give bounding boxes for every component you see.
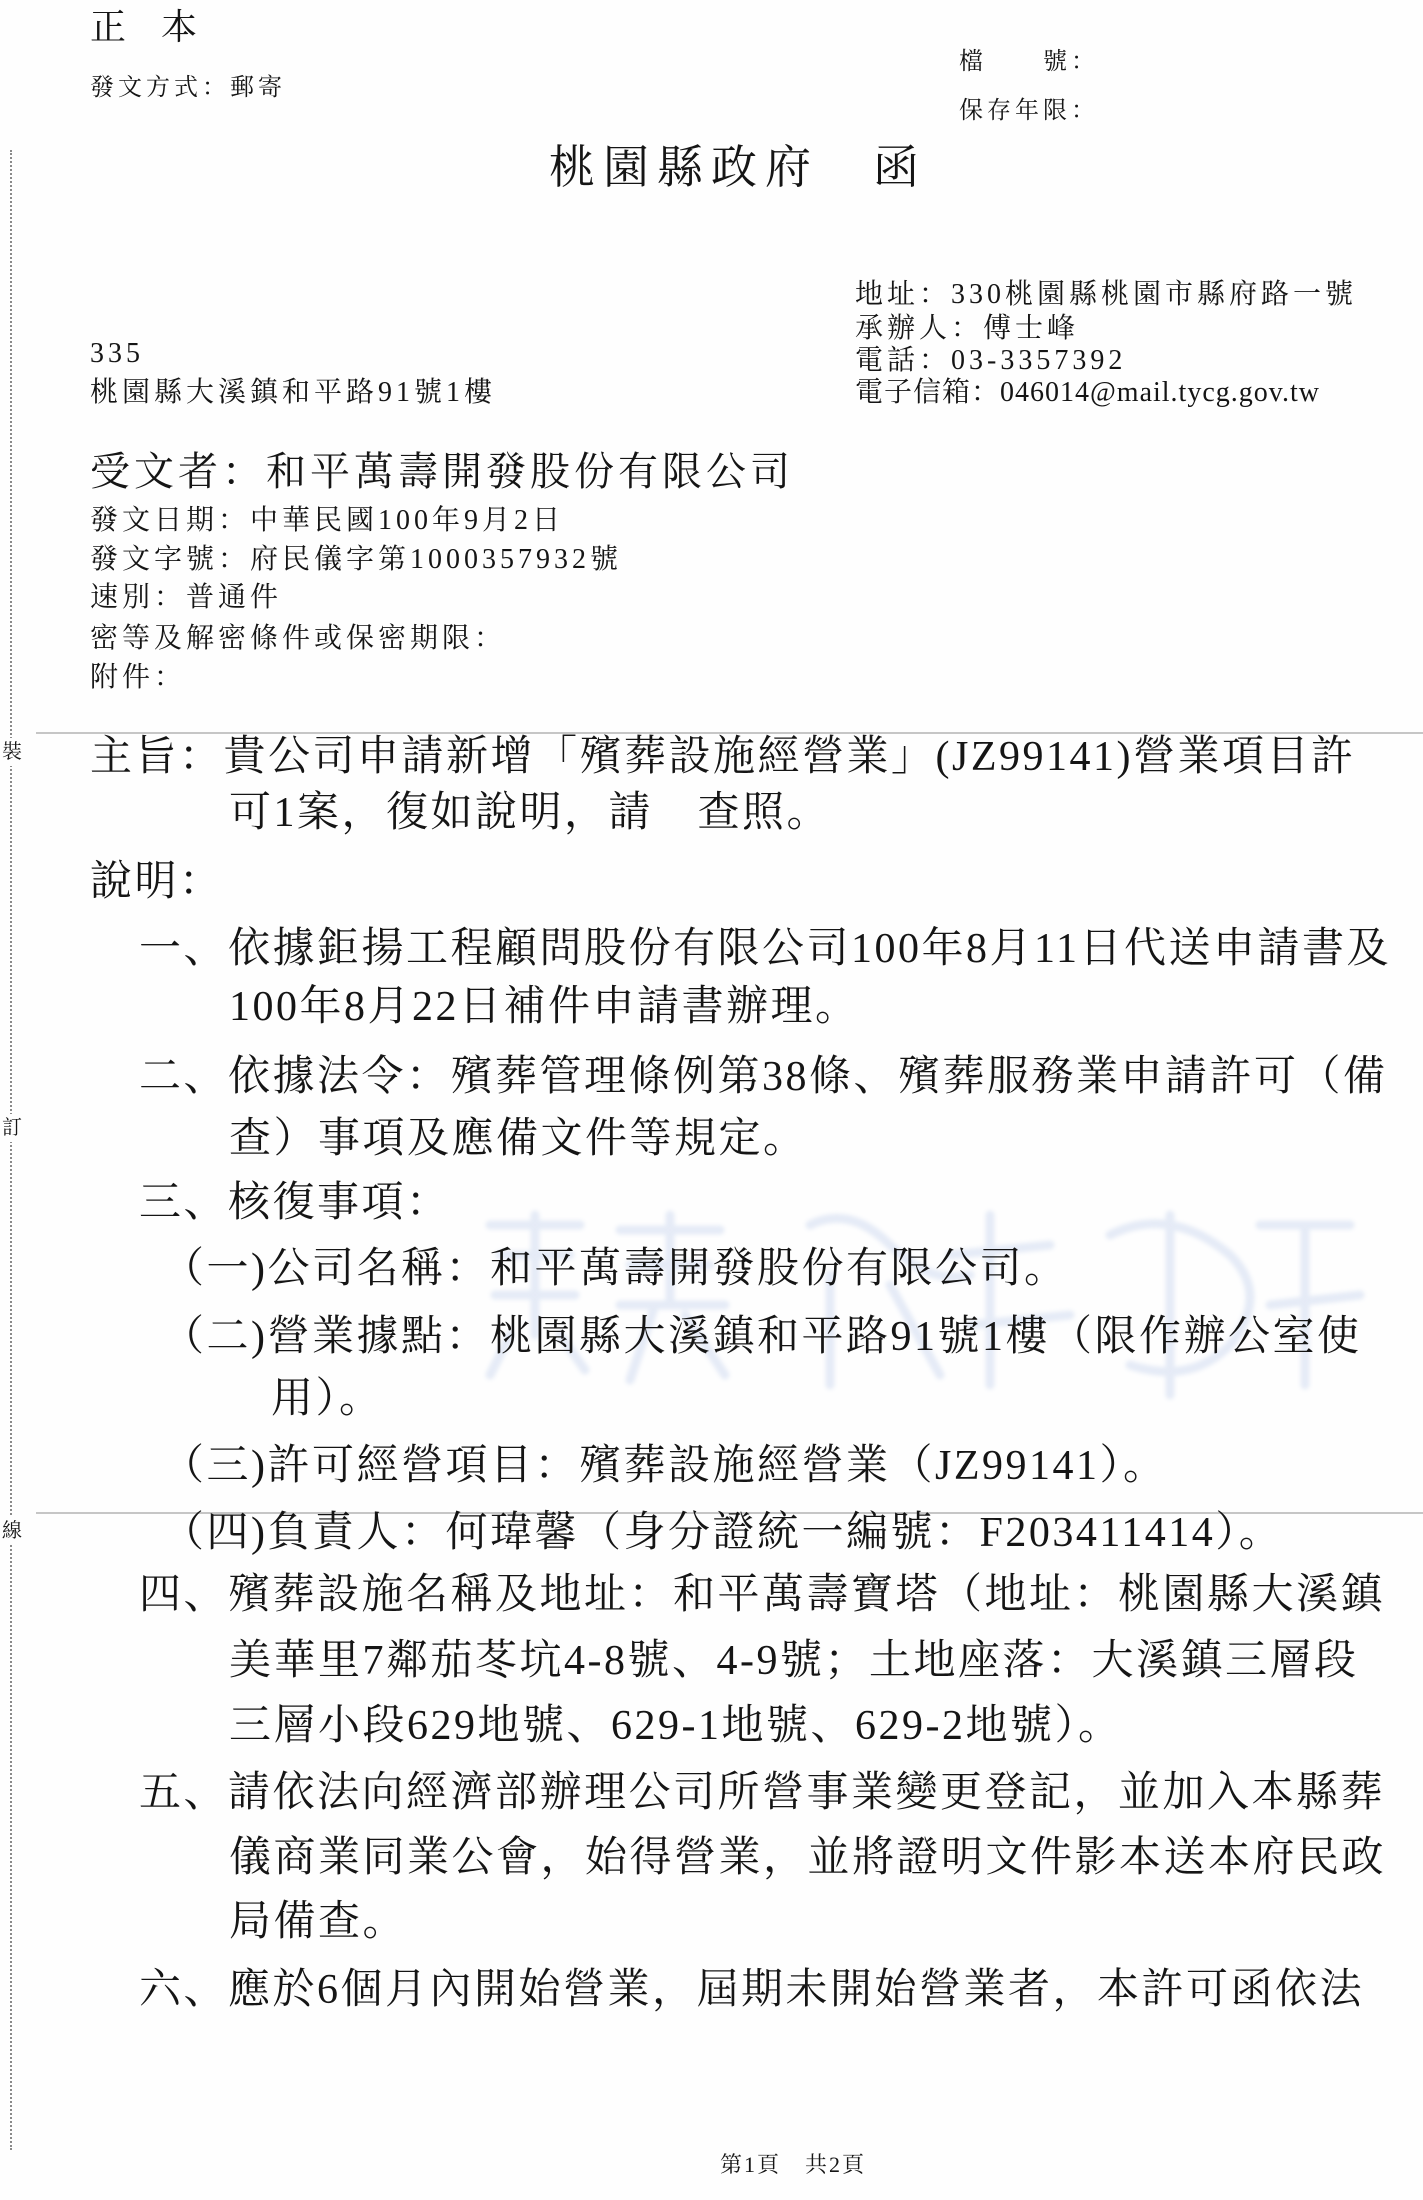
binding-mark-bottom: 線 <box>2 1517 22 1545</box>
sender-address: 地址：330桃園縣桃園市縣府路一號 <box>855 279 1358 310</box>
explanation-heading: 說明： <box>90 859 224 905</box>
recipient-mailing-address: 桃園縣大溪鎮和平路91號1樓 <box>90 377 497 408</box>
binding-mark-top: 裝 <box>2 738 22 766</box>
subject-line: 主旨：貴公司申請新增「殯葬設施經營業」(JZ99141)營業項目許 <box>90 734 1356 780</box>
sender-phone: 電話：03-3357392 <box>855 345 1127 376</box>
sub-item-line: （四)負責人：何瑋馨（身分證統一編號：F203411414）。 <box>162 1510 1284 1556</box>
sub-item-line: （三)許可經營項目：殯葬設施經營業（JZ99141）。 <box>162 1443 1168 1489</box>
document-title: 桃園縣政府 函 <box>549 142 927 193</box>
binding-mark-middle: 訂 <box>2 1114 22 1142</box>
explanation-point-line: 儀商業同業公會，始得營業，並將證明文件影本送本府民政 <box>229 1835 1387 1881</box>
explanation-point-line: 三、核復事項： <box>139 1180 451 1226</box>
file-number-label: 檔 號： <box>959 49 1099 75</box>
subject-line: 可1案，復如說明，請 查照。 <box>229 790 832 836</box>
sender-handler: 承辦人：傅士峰 <box>855 313 1080 344</box>
explanation-point-line: 美華里7鄰茄苳坑4-8號、4-9號；土地座落：大溪鎮三層段 <box>229 1638 1359 1684</box>
issue-date: 發文日期：中華民國100年9月2日 <box>90 505 565 536</box>
explanation-point-line: 三層小段629地號、629-1地號、629-2地號）。 <box>229 1703 1123 1749</box>
seal-bleed-through <box>470 1185 1390 1405</box>
attachments: 附件： <box>90 662 187 693</box>
recipient-postal-code: 335 <box>90 338 144 369</box>
explanation-point-line: 五、請依法向經濟部辦理公司所營事業變更登記，並加入本縣葬 <box>139 1770 1386 1816</box>
sub-item-line: （一)公司名稱：和平萬壽開發股份有限公司。 <box>162 1246 1069 1292</box>
recipient-name: 受文者：和平萬壽開發股份有限公司 <box>90 449 794 494</box>
document-number: 發文字號：府民儀字第1000357932號 <box>90 544 623 575</box>
explanation-point-line: 查）事項及應備文件等規定。 <box>229 1116 808 1162</box>
explanation-point-line: 100年8月22日補件申請書辦理。 <box>229 984 860 1030</box>
explanation-point-line: 六、應於6個月內開始營業，屆期未開始營業者，本許可函依法 <box>139 1967 1365 2013</box>
dispatch-method: 發文方式：郵寄 <box>90 75 286 101</box>
explanation-point-line: 一、依據鉅揚工程顧問股份有限公司100年8月11日代送申請書及 <box>139 926 1391 972</box>
copy-type-label: 正 本 <box>90 7 198 47</box>
retention-period-label: 保存年限： <box>959 98 1099 124</box>
binding-dotted-line <box>10 150 12 2150</box>
explanation-point-line: 二、依據法令：殯葬管理條例第38條、殯葬服務業申請許可（備 <box>139 1054 1388 1100</box>
sub-item-line: 用）。 <box>271 1376 384 1422</box>
explanation-point-line: 局備查。 <box>229 1899 408 1945</box>
sub-item-line: （二)營業據點：桃園縣大溪鎮和平路91號1樓（限作辦公室使 <box>162 1314 1362 1360</box>
explanation-point-line: 四、殯葬設施名稱及地址：和平萬壽寶塔（地址：桃園縣大溪鎮 <box>139 1572 1386 1618</box>
delivery-speed: 速別：普通件 <box>90 582 283 613</box>
security-classification: 密等及解密條件或保密期限： <box>90 623 507 654</box>
sender-email: 電子信箱：046014@mail.tycg.gov.tw <box>855 377 1320 408</box>
page-footer: 第1頁 共2頁 <box>720 2152 867 2177</box>
